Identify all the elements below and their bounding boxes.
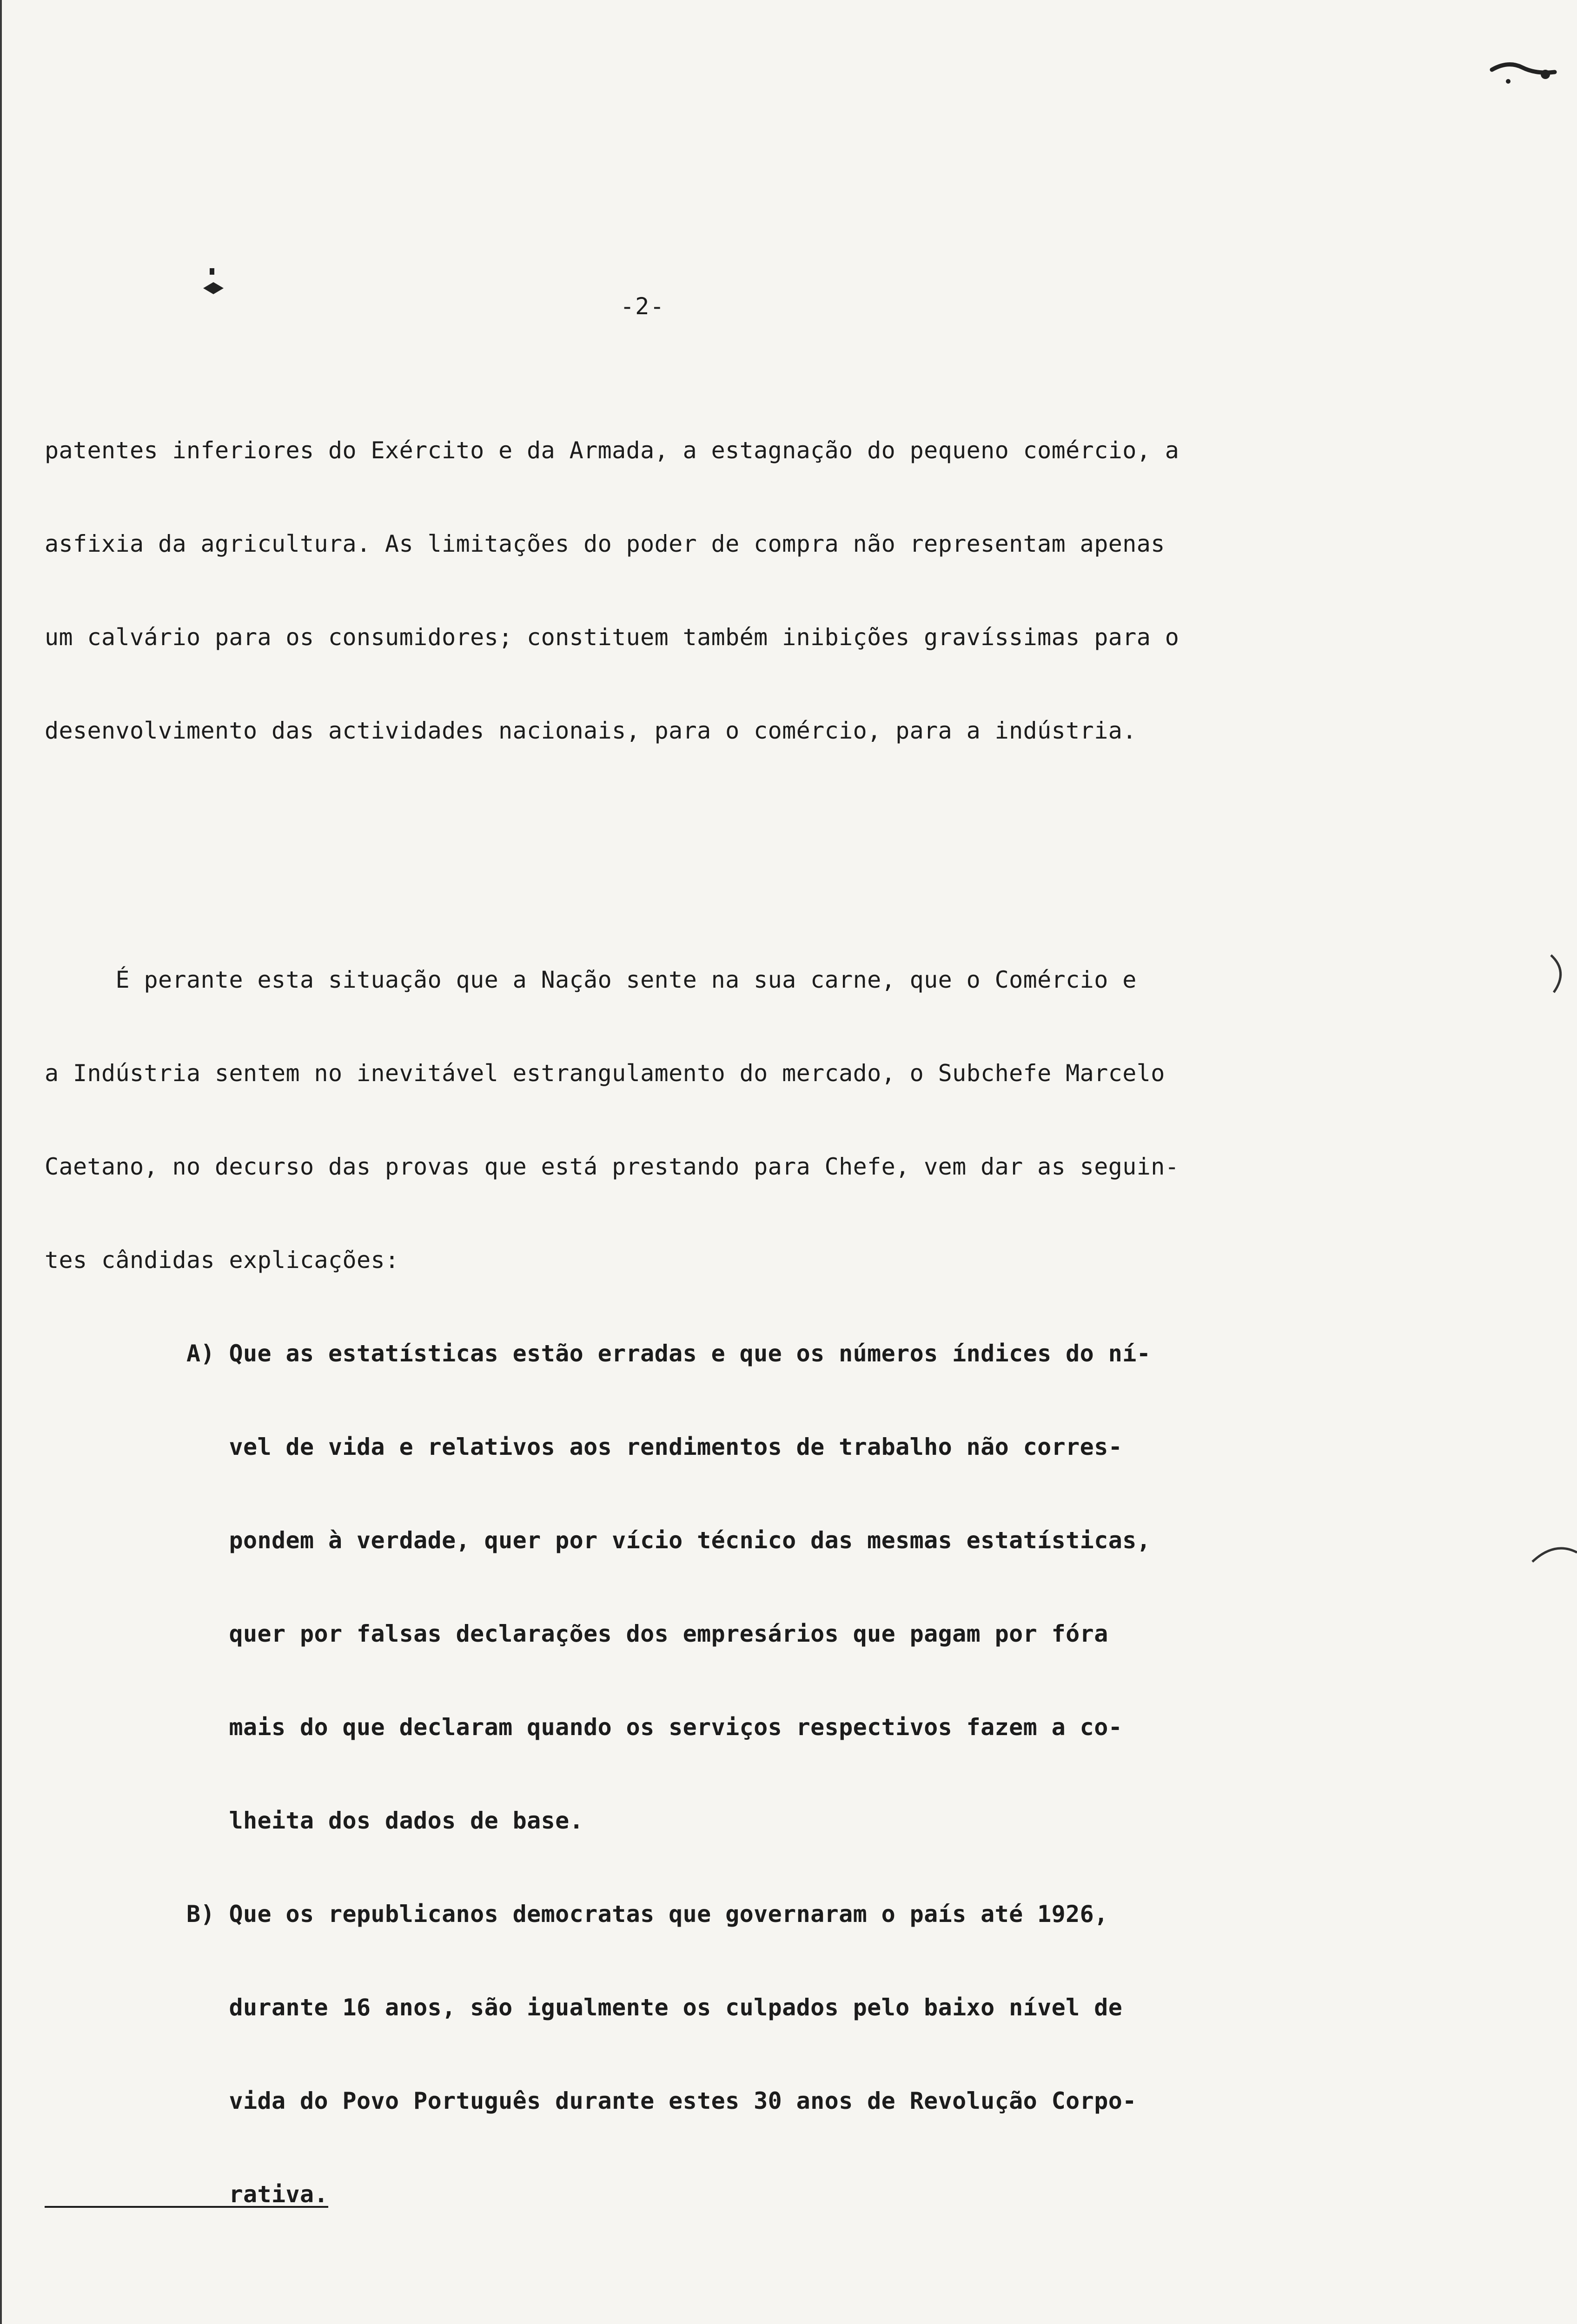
text-line: quer por falsas declarações dos empresários que pagam por fóra [45,1620,1108,1647]
ink-mark-margin [199,267,227,300]
text-line: asfixia da agricultura. As limitações do poder de compra não representam apenas [45,530,1165,557]
text-line: um calvário para os consumidores; constituem também inibições gravíssimas para o [45,624,1179,651]
text-line: vida do Povo Português durante estes 30 anos de Revolução Corpo- [45,2087,1137,2114]
ink-mark-corner [1490,51,1559,88]
text-line: mais do que declaram quando os serviços respectivos fazem a co- [45,1714,1123,1741]
text-line: Caetano, no decurso das provas que está prestando para Chefe, vem dar as seguin- [45,1153,1179,1180]
text-line: vel de vida e relativos aos rendimentos de trabalho não corres- [45,1433,1123,1460]
text-line: lheita dos dados de base. [45,1807,584,1834]
document-body [45,342,1549,2324]
text-line: rativa. [45,2181,329,2208]
text-line: a Indústria sentem no inevitável estrangulamento do mercado, o Subchefe Marcelo [45,1060,1165,1087]
text-line: durante 16 anos, são igualmente os culpados pelo baixo nível de [45,1994,1123,2021]
text-line: tes cândidas explicações: [45,1247,399,1274]
text-line: A) Que as estatísticas estão erradas e que os números índices do ní- [45,1340,1151,1367]
page-number: -2- [620,293,665,320]
text-line: É perante esta situação que a Nação sente na sua carne, que o Comércio e [45,966,1137,993]
text-line: patentes inferiores do Exército e da Armada, a estagnação do pequeno comércio, a [45,437,1179,464]
text-line: pondem à verdade, quer por vício técnico das mesmas estatísticas, [45,1527,1151,1554]
text-line: desenvolvimento das actividades nacionais, para o comércio, para a indústria. [45,717,1137,744]
text-line: B) Que os republicanos democratas que governaram o país até 1926, [45,1901,1108,1928]
edge-mark-right-1 [1550,953,1573,995]
